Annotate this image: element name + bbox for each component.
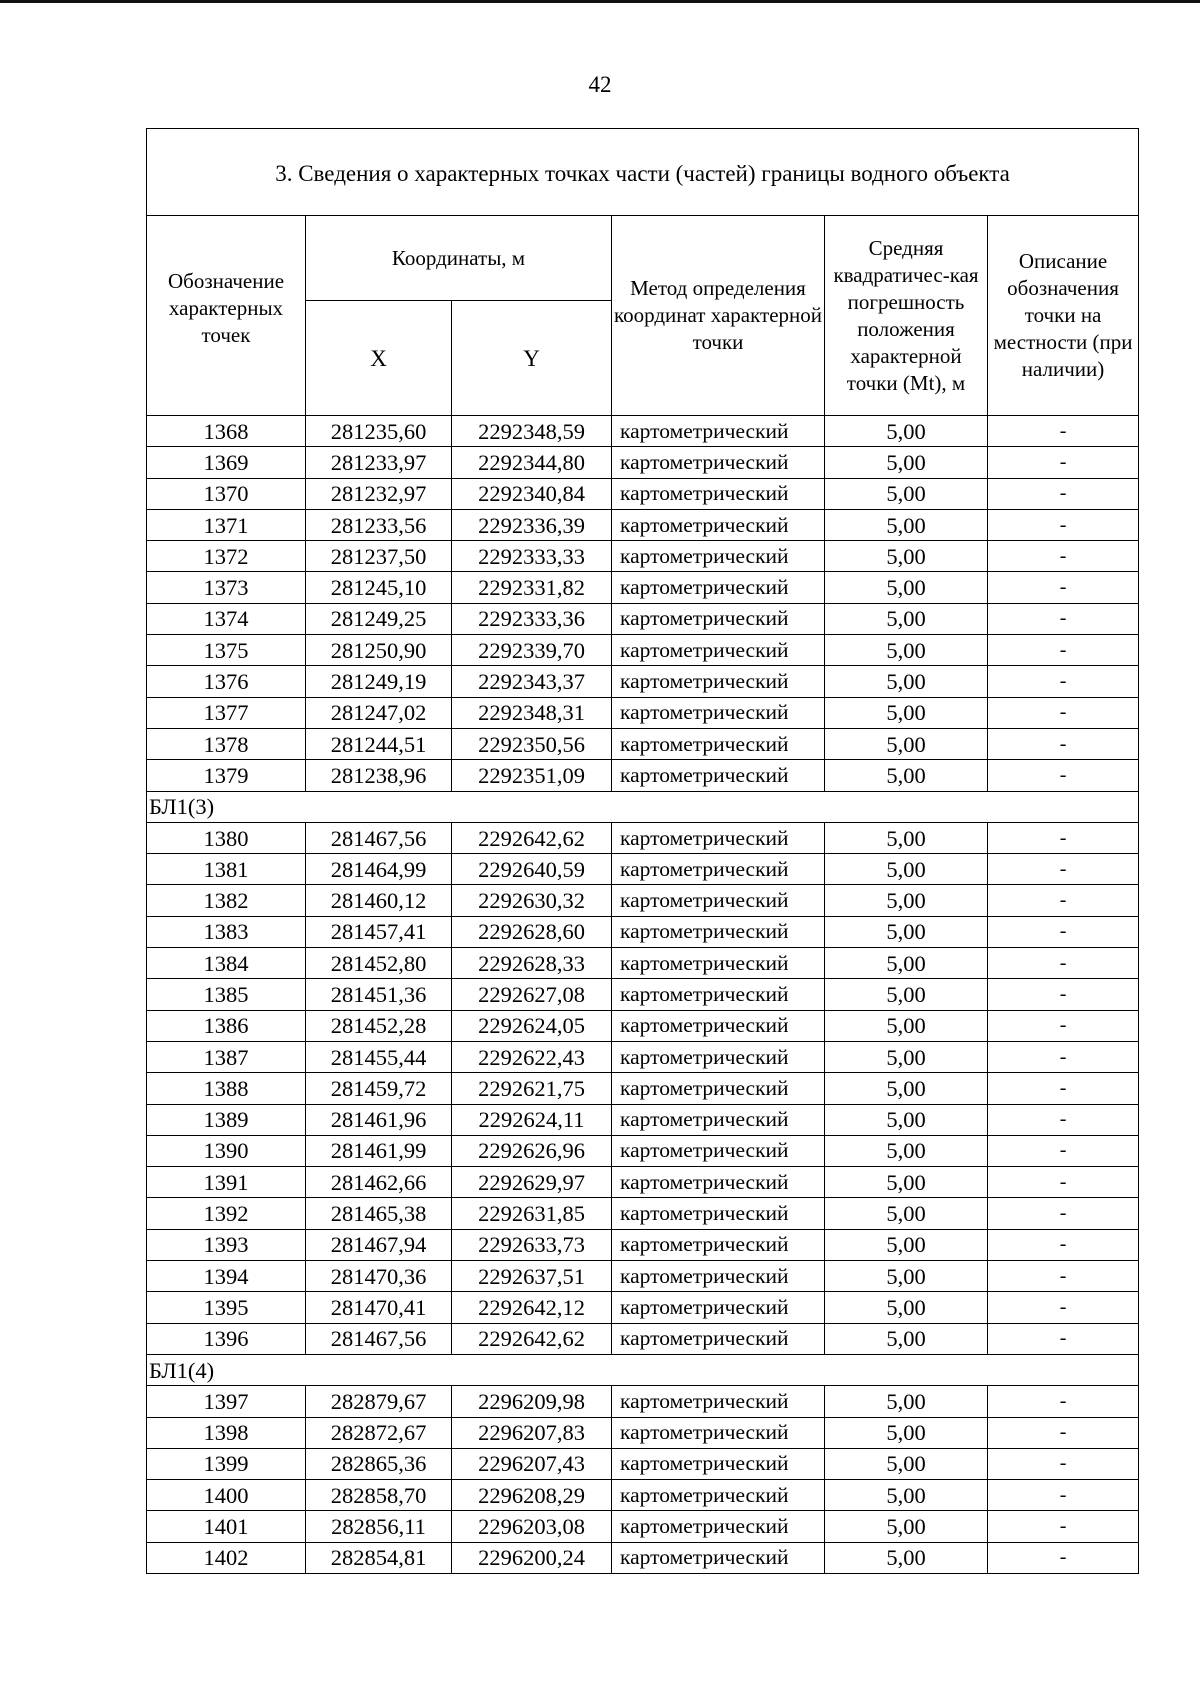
point-id-cell: 1383 xyxy=(147,916,306,947)
method-cell: картометрический xyxy=(612,948,825,979)
table-row xyxy=(147,1542,1139,1573)
method-cell: картометрический xyxy=(612,447,825,478)
x-coordinate-cell: 281245,10 xyxy=(306,572,452,603)
description-cell: - xyxy=(988,1041,1139,1072)
point-id-cell: 1379 xyxy=(147,760,306,791)
method-cell: картометрический xyxy=(612,885,825,916)
point-id-cell: 1386 xyxy=(147,1010,306,1041)
group-row xyxy=(147,791,1139,822)
accuracy-cell: 5,00 xyxy=(825,1386,988,1417)
description-cell: - xyxy=(988,1010,1139,1041)
accuracy-cell: 5,00 xyxy=(825,603,988,634)
accuracy-cell: 5,00 xyxy=(825,822,988,853)
y-coordinate-cell: 2296207,83 xyxy=(452,1417,612,1448)
x-coordinate-cell: 282854,81 xyxy=(306,1542,452,1573)
accuracy-cell: 5,00 xyxy=(825,1198,988,1229)
y-coordinate-cell: 2292640,59 xyxy=(452,854,612,885)
description-cell: - xyxy=(988,1167,1139,1198)
table-row xyxy=(147,1417,1139,1448)
boundary-points-table xyxy=(146,128,1139,1574)
accuracy-cell: 5,00 xyxy=(825,1104,988,1135)
method-cell: картометрический xyxy=(612,1104,825,1135)
point-id-cell: 1388 xyxy=(147,1073,306,1104)
point-id-cell: 1402 xyxy=(147,1542,306,1573)
table-row xyxy=(147,1073,1139,1104)
accuracy-cell: 5,00 xyxy=(825,447,988,478)
x-coordinate-cell: 281467,56 xyxy=(306,822,452,853)
table-row xyxy=(147,1104,1139,1135)
x-coordinate-cell: 281247,02 xyxy=(306,697,452,728)
x-coordinate-cell: 281455,44 xyxy=(306,1041,452,1072)
x-coordinate-cell: 281451,36 xyxy=(306,979,452,1010)
x-coordinate-cell: 281470,36 xyxy=(306,1261,452,1292)
header-designation: Обозначение характерных точек xyxy=(147,216,306,416)
table-row xyxy=(147,447,1139,478)
y-coordinate-cell: 2296208,29 xyxy=(452,1480,612,1511)
method-cell: картометрический xyxy=(612,1542,825,1573)
description-cell: - xyxy=(988,1448,1139,1479)
x-coordinate-cell: 281233,97 xyxy=(306,447,452,478)
x-coordinate-cell: 282858,70 xyxy=(306,1480,452,1511)
description-cell: - xyxy=(988,854,1139,885)
method-cell: картометрический xyxy=(612,1073,825,1104)
y-coordinate-cell: 2292633,73 xyxy=(452,1229,612,1260)
table-row xyxy=(147,1198,1139,1229)
description-cell: - xyxy=(988,948,1139,979)
x-coordinate-cell: 281461,96 xyxy=(306,1104,452,1135)
description-cell: - xyxy=(988,635,1139,666)
y-coordinate-cell: 2292629,97 xyxy=(452,1167,612,1198)
point-id-cell: 1393 xyxy=(147,1229,306,1260)
accuracy-cell: 5,00 xyxy=(825,697,988,728)
method-cell: картометрический xyxy=(612,1198,825,1229)
header-coordinates: Координаты, м xyxy=(306,216,612,301)
accuracy-cell: 5,00 xyxy=(825,1417,988,1448)
method-cell: картометрический xyxy=(612,1229,825,1260)
description-cell: - xyxy=(988,572,1139,603)
method-cell: картометрический xyxy=(612,697,825,728)
accuracy-cell: 5,00 xyxy=(825,1511,988,1542)
point-id-cell: 1377 xyxy=(147,697,306,728)
y-coordinate-cell: 2292622,43 xyxy=(452,1041,612,1072)
y-coordinate-cell: 2292351,09 xyxy=(452,760,612,791)
section-title: 3. Сведения о характерных точках части (частей) границы водного объекта xyxy=(147,129,1139,216)
y-coordinate-cell: 2292630,32 xyxy=(452,885,612,916)
group-row xyxy=(147,1354,1139,1385)
y-coordinate-cell: 2292624,11 xyxy=(452,1104,612,1135)
method-cell: картометрический xyxy=(612,1386,825,1417)
y-coordinate-cell: 2292624,05 xyxy=(452,1010,612,1041)
header-y: Y xyxy=(452,301,612,416)
accuracy-cell: 5,00 xyxy=(825,854,988,885)
y-coordinate-cell: 2292348,31 xyxy=(452,697,612,728)
table-row xyxy=(147,822,1139,853)
x-coordinate-cell: 281467,56 xyxy=(306,1323,452,1354)
point-id-cell: 1369 xyxy=(147,447,306,478)
accuracy-cell: 5,00 xyxy=(825,1010,988,1041)
description-cell: - xyxy=(988,760,1139,791)
table-row xyxy=(147,666,1139,697)
table-row xyxy=(147,1041,1139,1072)
accuracy-cell: 5,00 xyxy=(825,885,988,916)
table-row xyxy=(147,1135,1139,1166)
x-coordinate-cell: 281238,96 xyxy=(306,760,452,791)
point-id-cell: 1380 xyxy=(147,822,306,853)
y-coordinate-cell: 2292642,62 xyxy=(452,1323,612,1354)
y-coordinate-cell: 2292628,60 xyxy=(452,916,612,947)
x-coordinate-cell: 281462,66 xyxy=(306,1167,452,1198)
x-coordinate-cell: 281467,94 xyxy=(306,1229,452,1260)
x-coordinate-cell: 281237,50 xyxy=(306,541,452,572)
description-cell: - xyxy=(988,603,1139,634)
point-id-cell: 1400 xyxy=(147,1480,306,1511)
table-row xyxy=(147,478,1139,509)
accuracy-cell: 5,00 xyxy=(825,509,988,540)
accuracy-cell: 5,00 xyxy=(825,572,988,603)
y-coordinate-cell: 2292637,51 xyxy=(452,1261,612,1292)
method-cell: картометрический xyxy=(612,1167,825,1198)
method-cell: картометрический xyxy=(612,1010,825,1041)
point-id-cell: 1371 xyxy=(147,509,306,540)
y-coordinate-cell: 2292642,62 xyxy=(452,822,612,853)
method-cell: картометрический xyxy=(612,416,825,447)
table-row xyxy=(147,1511,1139,1542)
x-coordinate-cell: 281249,25 xyxy=(306,603,452,634)
method-cell: картометрический xyxy=(612,666,825,697)
table-row xyxy=(147,541,1139,572)
method-cell: картометрический xyxy=(612,1261,825,1292)
description-cell: - xyxy=(988,1480,1139,1511)
description-cell: - xyxy=(988,1417,1139,1448)
method-cell: картометрический xyxy=(612,572,825,603)
point-id-cell: 1368 xyxy=(147,416,306,447)
description-cell: - xyxy=(988,1073,1139,1104)
y-coordinate-cell: 2292340,84 xyxy=(452,478,612,509)
accuracy-cell: 5,00 xyxy=(825,1135,988,1166)
table-row xyxy=(147,1229,1139,1260)
description-cell: - xyxy=(988,1542,1139,1573)
method-cell: картометрический xyxy=(612,1323,825,1354)
point-id-cell: 1370 xyxy=(147,478,306,509)
accuracy-cell: 5,00 xyxy=(825,1229,988,1260)
point-id-cell: 1398 xyxy=(147,1417,306,1448)
description-cell: - xyxy=(988,1104,1139,1135)
description-cell: - xyxy=(988,1198,1139,1229)
table-row xyxy=(147,697,1139,728)
point-id-cell: 1395 xyxy=(147,1292,306,1323)
description-cell: - xyxy=(988,1135,1139,1166)
point-id-cell: 1376 xyxy=(147,666,306,697)
document-frame xyxy=(146,128,1138,1574)
accuracy-cell: 5,00 xyxy=(825,635,988,666)
y-coordinate-cell: 2296203,08 xyxy=(452,1511,612,1542)
table-row xyxy=(147,854,1139,885)
point-id-cell: 1374 xyxy=(147,603,306,634)
y-coordinate-cell: 2292631,85 xyxy=(452,1198,612,1229)
x-coordinate-cell: 281244,51 xyxy=(306,728,452,759)
description-cell: - xyxy=(988,885,1139,916)
x-coordinate-cell: 281460,12 xyxy=(306,885,452,916)
description-cell: - xyxy=(988,1323,1139,1354)
table-row xyxy=(147,416,1139,447)
description-cell: - xyxy=(988,1292,1139,1323)
x-coordinate-cell: 281233,56 xyxy=(306,509,452,540)
description-cell: - xyxy=(988,416,1139,447)
accuracy-cell: 5,00 xyxy=(825,1073,988,1104)
table-row xyxy=(147,948,1139,979)
table-row xyxy=(147,1261,1139,1292)
header-method: Метод определения координат характерной точки xyxy=(612,216,825,416)
y-coordinate-cell: 2292628,33 xyxy=(452,948,612,979)
x-coordinate-cell: 282856,11 xyxy=(306,1511,452,1542)
accuracy-cell: 5,00 xyxy=(825,478,988,509)
point-id-cell: 1375 xyxy=(147,635,306,666)
point-id-cell: 1397 xyxy=(147,1386,306,1417)
method-cell: картометрический xyxy=(612,916,825,947)
x-coordinate-cell: 281464,99 xyxy=(306,854,452,885)
x-coordinate-cell: 282879,67 xyxy=(306,1386,452,1417)
y-coordinate-cell: 2292343,37 xyxy=(452,666,612,697)
point-id-cell: 1373 xyxy=(147,572,306,603)
table-row xyxy=(147,1167,1139,1198)
y-coordinate-cell: 2292339,70 xyxy=(452,635,612,666)
table-row xyxy=(147,603,1139,634)
point-id-cell: 1378 xyxy=(147,728,306,759)
y-coordinate-cell: 2292350,56 xyxy=(452,728,612,759)
table-row xyxy=(147,760,1139,791)
x-coordinate-cell: 281457,41 xyxy=(306,916,452,947)
point-id-cell: 1399 xyxy=(147,1448,306,1479)
accuracy-cell: 5,00 xyxy=(825,979,988,1010)
y-coordinate-cell: 2292331,82 xyxy=(452,572,612,603)
method-cell: картометрический xyxy=(612,822,825,853)
method-cell: картометрический xyxy=(612,635,825,666)
accuracy-cell: 5,00 xyxy=(825,916,988,947)
method-cell: картометрический xyxy=(612,603,825,634)
x-coordinate-cell: 281250,90 xyxy=(306,635,452,666)
accuracy-cell: 5,00 xyxy=(825,1261,988,1292)
x-coordinate-cell: 281452,80 xyxy=(306,948,452,979)
x-coordinate-cell: 281461,99 xyxy=(306,1135,452,1166)
y-coordinate-cell: 2292336,39 xyxy=(452,509,612,540)
y-coordinate-cell: 2296200,24 xyxy=(452,1542,612,1573)
accuracy-cell: 5,00 xyxy=(825,1292,988,1323)
method-cell: картометрический xyxy=(612,509,825,540)
method-cell: картометрический xyxy=(612,1135,825,1166)
point-id-cell: 1394 xyxy=(147,1261,306,1292)
point-id-cell: 1381 xyxy=(147,854,306,885)
accuracy-cell: 5,00 xyxy=(825,1041,988,1072)
group-label: БЛ1(4) xyxy=(147,1354,1139,1385)
point-id-cell: 1396 xyxy=(147,1323,306,1354)
table-row xyxy=(147,1323,1139,1354)
point-id-cell: 1385 xyxy=(147,979,306,1010)
method-cell: картометрический xyxy=(612,541,825,572)
description-cell: - xyxy=(988,447,1139,478)
description-cell: - xyxy=(988,1511,1139,1542)
method-cell: картометрический xyxy=(612,1511,825,1542)
table-row xyxy=(147,1386,1139,1417)
x-coordinate-cell: 281465,38 xyxy=(306,1198,452,1229)
description-cell: - xyxy=(988,822,1139,853)
header-accuracy: Средняя квадратичес-кая погрешность положения характерной точки (Mt), м xyxy=(825,216,988,416)
table-body xyxy=(147,416,1139,1574)
y-coordinate-cell: 2292626,96 xyxy=(452,1135,612,1166)
method-cell: картометрический xyxy=(612,728,825,759)
y-coordinate-cell: 2292621,75 xyxy=(452,1073,612,1104)
accuracy-cell: 5,00 xyxy=(825,1167,988,1198)
method-cell: картометрический xyxy=(612,760,825,791)
description-cell: - xyxy=(988,666,1139,697)
table-row xyxy=(147,1448,1139,1479)
point-id-cell: 1389 xyxy=(147,1104,306,1135)
y-coordinate-cell: 2296209,98 xyxy=(452,1386,612,1417)
point-id-cell: 1391 xyxy=(147,1167,306,1198)
method-cell: картометрический xyxy=(612,1480,825,1511)
point-id-cell: 1372 xyxy=(147,541,306,572)
x-coordinate-cell: 281235,60 xyxy=(306,416,452,447)
table-row xyxy=(147,572,1139,603)
table-row xyxy=(147,1010,1139,1041)
y-coordinate-cell: 2292333,33 xyxy=(452,541,612,572)
y-coordinate-cell: 2292642,12 xyxy=(452,1292,612,1323)
group-label: БЛ1(3) xyxy=(147,791,1139,822)
point-id-cell: 1387 xyxy=(147,1041,306,1072)
x-coordinate-cell: 282865,36 xyxy=(306,1448,452,1479)
x-coordinate-cell: 281459,72 xyxy=(306,1073,452,1104)
point-id-cell: 1382 xyxy=(147,885,306,916)
method-cell: картометрический xyxy=(612,1417,825,1448)
method-cell: картометрический xyxy=(612,1292,825,1323)
x-coordinate-cell: 281232,97 xyxy=(306,478,452,509)
table-row xyxy=(147,509,1139,540)
x-coordinate-cell: 281470,41 xyxy=(306,1292,452,1323)
description-cell: - xyxy=(988,979,1139,1010)
description-cell: - xyxy=(988,697,1139,728)
point-id-cell: 1392 xyxy=(147,1198,306,1229)
y-coordinate-cell: 2292348,59 xyxy=(452,416,612,447)
table-row xyxy=(147,1292,1139,1323)
accuracy-cell: 5,00 xyxy=(825,666,988,697)
accuracy-cell: 5,00 xyxy=(825,1480,988,1511)
y-coordinate-cell: 2292627,08 xyxy=(452,979,612,1010)
description-cell: - xyxy=(988,509,1139,540)
accuracy-cell: 5,00 xyxy=(825,541,988,572)
page-number: 42 xyxy=(588,72,612,97)
description-cell: - xyxy=(988,541,1139,572)
table-row xyxy=(147,1480,1139,1511)
accuracy-cell: 5,00 xyxy=(825,1542,988,1573)
page-top-edge xyxy=(0,0,1200,3)
table-row xyxy=(147,635,1139,666)
description-cell: - xyxy=(988,478,1139,509)
accuracy-cell: 5,00 xyxy=(825,416,988,447)
accuracy-cell: 5,00 xyxy=(825,728,988,759)
header-x: X xyxy=(306,301,452,416)
point-id-cell: 1384 xyxy=(147,948,306,979)
y-coordinate-cell: 2296207,43 xyxy=(452,1448,612,1479)
accuracy-cell: 5,00 xyxy=(825,760,988,791)
table-row xyxy=(147,916,1139,947)
method-cell: картометрический xyxy=(612,979,825,1010)
description-cell: - xyxy=(988,1229,1139,1260)
table-row xyxy=(147,979,1139,1010)
point-id-cell: 1401 xyxy=(147,1511,306,1542)
y-coordinate-cell: 2292333,36 xyxy=(452,603,612,634)
description-cell: - xyxy=(988,916,1139,947)
description-cell: - xyxy=(988,1386,1139,1417)
method-cell: картометрический xyxy=(612,1041,825,1072)
header-description: Описание обозначения точки на местности (при наличии) xyxy=(988,216,1139,416)
accuracy-cell: 5,00 xyxy=(825,948,988,979)
accuracy-cell: 5,00 xyxy=(825,1448,988,1479)
y-coordinate-cell: 2292344,80 xyxy=(452,447,612,478)
method-cell: картометрический xyxy=(612,1448,825,1479)
x-coordinate-cell: 281452,28 xyxy=(306,1010,452,1041)
table-row xyxy=(147,728,1139,759)
table-row xyxy=(147,885,1139,916)
x-coordinate-cell: 282872,67 xyxy=(306,1417,452,1448)
description-cell: - xyxy=(988,1261,1139,1292)
method-cell: картометрический xyxy=(612,478,825,509)
point-id-cell: 1390 xyxy=(147,1135,306,1166)
method-cell: картометрический xyxy=(612,854,825,885)
description-cell: - xyxy=(988,728,1139,759)
accuracy-cell: 5,00 xyxy=(825,1323,988,1354)
x-coordinate-cell: 281249,19 xyxy=(306,666,452,697)
